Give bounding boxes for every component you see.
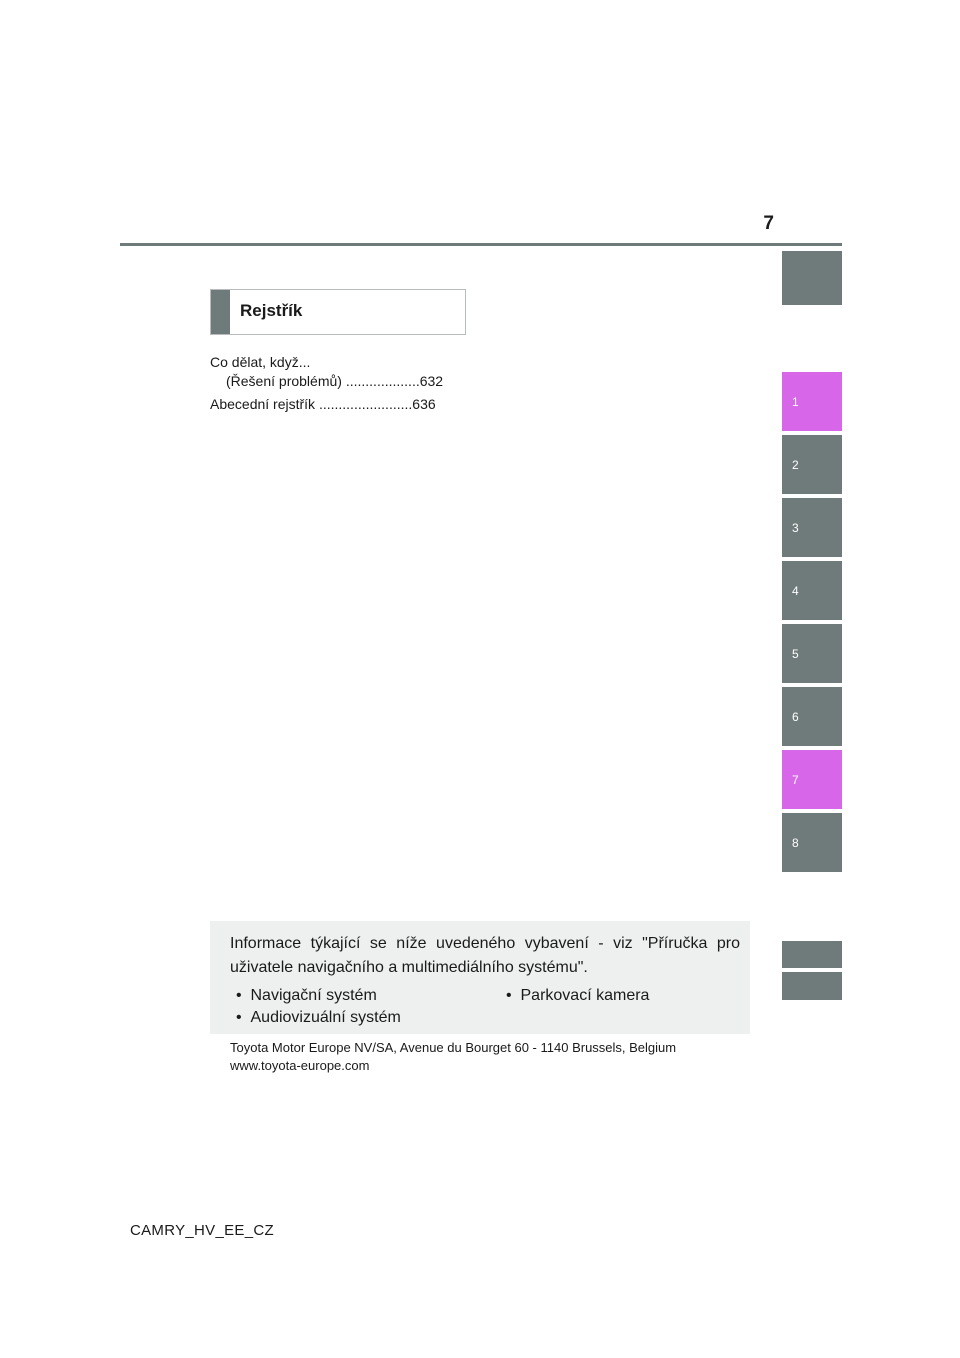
info-panel (210, 921, 750, 1034)
tab-chapter-8[interactable]: 8 (782, 813, 842, 872)
bullet-audiovisual: • Audiovizuální systém (236, 1009, 401, 1026)
tab-chapter-3[interactable]: 3 (782, 498, 842, 557)
section-header (210, 289, 466, 335)
section-title: Rejstřík (240, 301, 303, 320)
toc-entry-1-line2[interactable]: (Řešení problémů) ...................632 (226, 373, 444, 389)
tab-chapter-4[interactable]: 4 (782, 561, 842, 620)
header-rule (120, 243, 842, 246)
document-code: CAMRY_HV_EE_CZ (130, 1222, 274, 1239)
toc-entry-2[interactable]: Abecední rejstřík ........................636 (210, 396, 436, 412)
company-website[interactable]: www.toyota-europe.com (230, 1058, 370, 1073)
tab-chapter-6[interactable]: 6 (782, 687, 842, 746)
toc-entry-1-line1[interactable]: Co dělat, když... (210, 354, 311, 370)
tab-blank-bottom-2[interactable] (782, 972, 842, 1000)
tab-chapter-1[interactable]: 1 (782, 372, 842, 431)
tab-chapter-5[interactable]: 5 (782, 624, 842, 683)
tab-blank-bottom-1[interactable] (782, 941, 842, 968)
bullet-parking-camera: • Parkovací kamera (506, 987, 650, 1004)
page-number: 7 (763, 213, 774, 234)
info-text: Informace týkající se níže uvedeného vybavení - viz "Příručka pro uživatele navigačního a multimediálního systému". (230, 935, 740, 976)
bullet-navigation: • Navigační systém (236, 987, 377, 1004)
company-address: Toyota Motor Europe NV/SA, Avenue du Bourget 60 - 1140 Brussels, Belgium (230, 1040, 677, 1055)
tab-blank-top[interactable] (782, 251, 842, 305)
tab-chapter-2[interactable]: 2 (782, 435, 842, 494)
section-header-bar (211, 290, 230, 334)
tab-chapter-7[interactable]: 7 (782, 750, 842, 809)
